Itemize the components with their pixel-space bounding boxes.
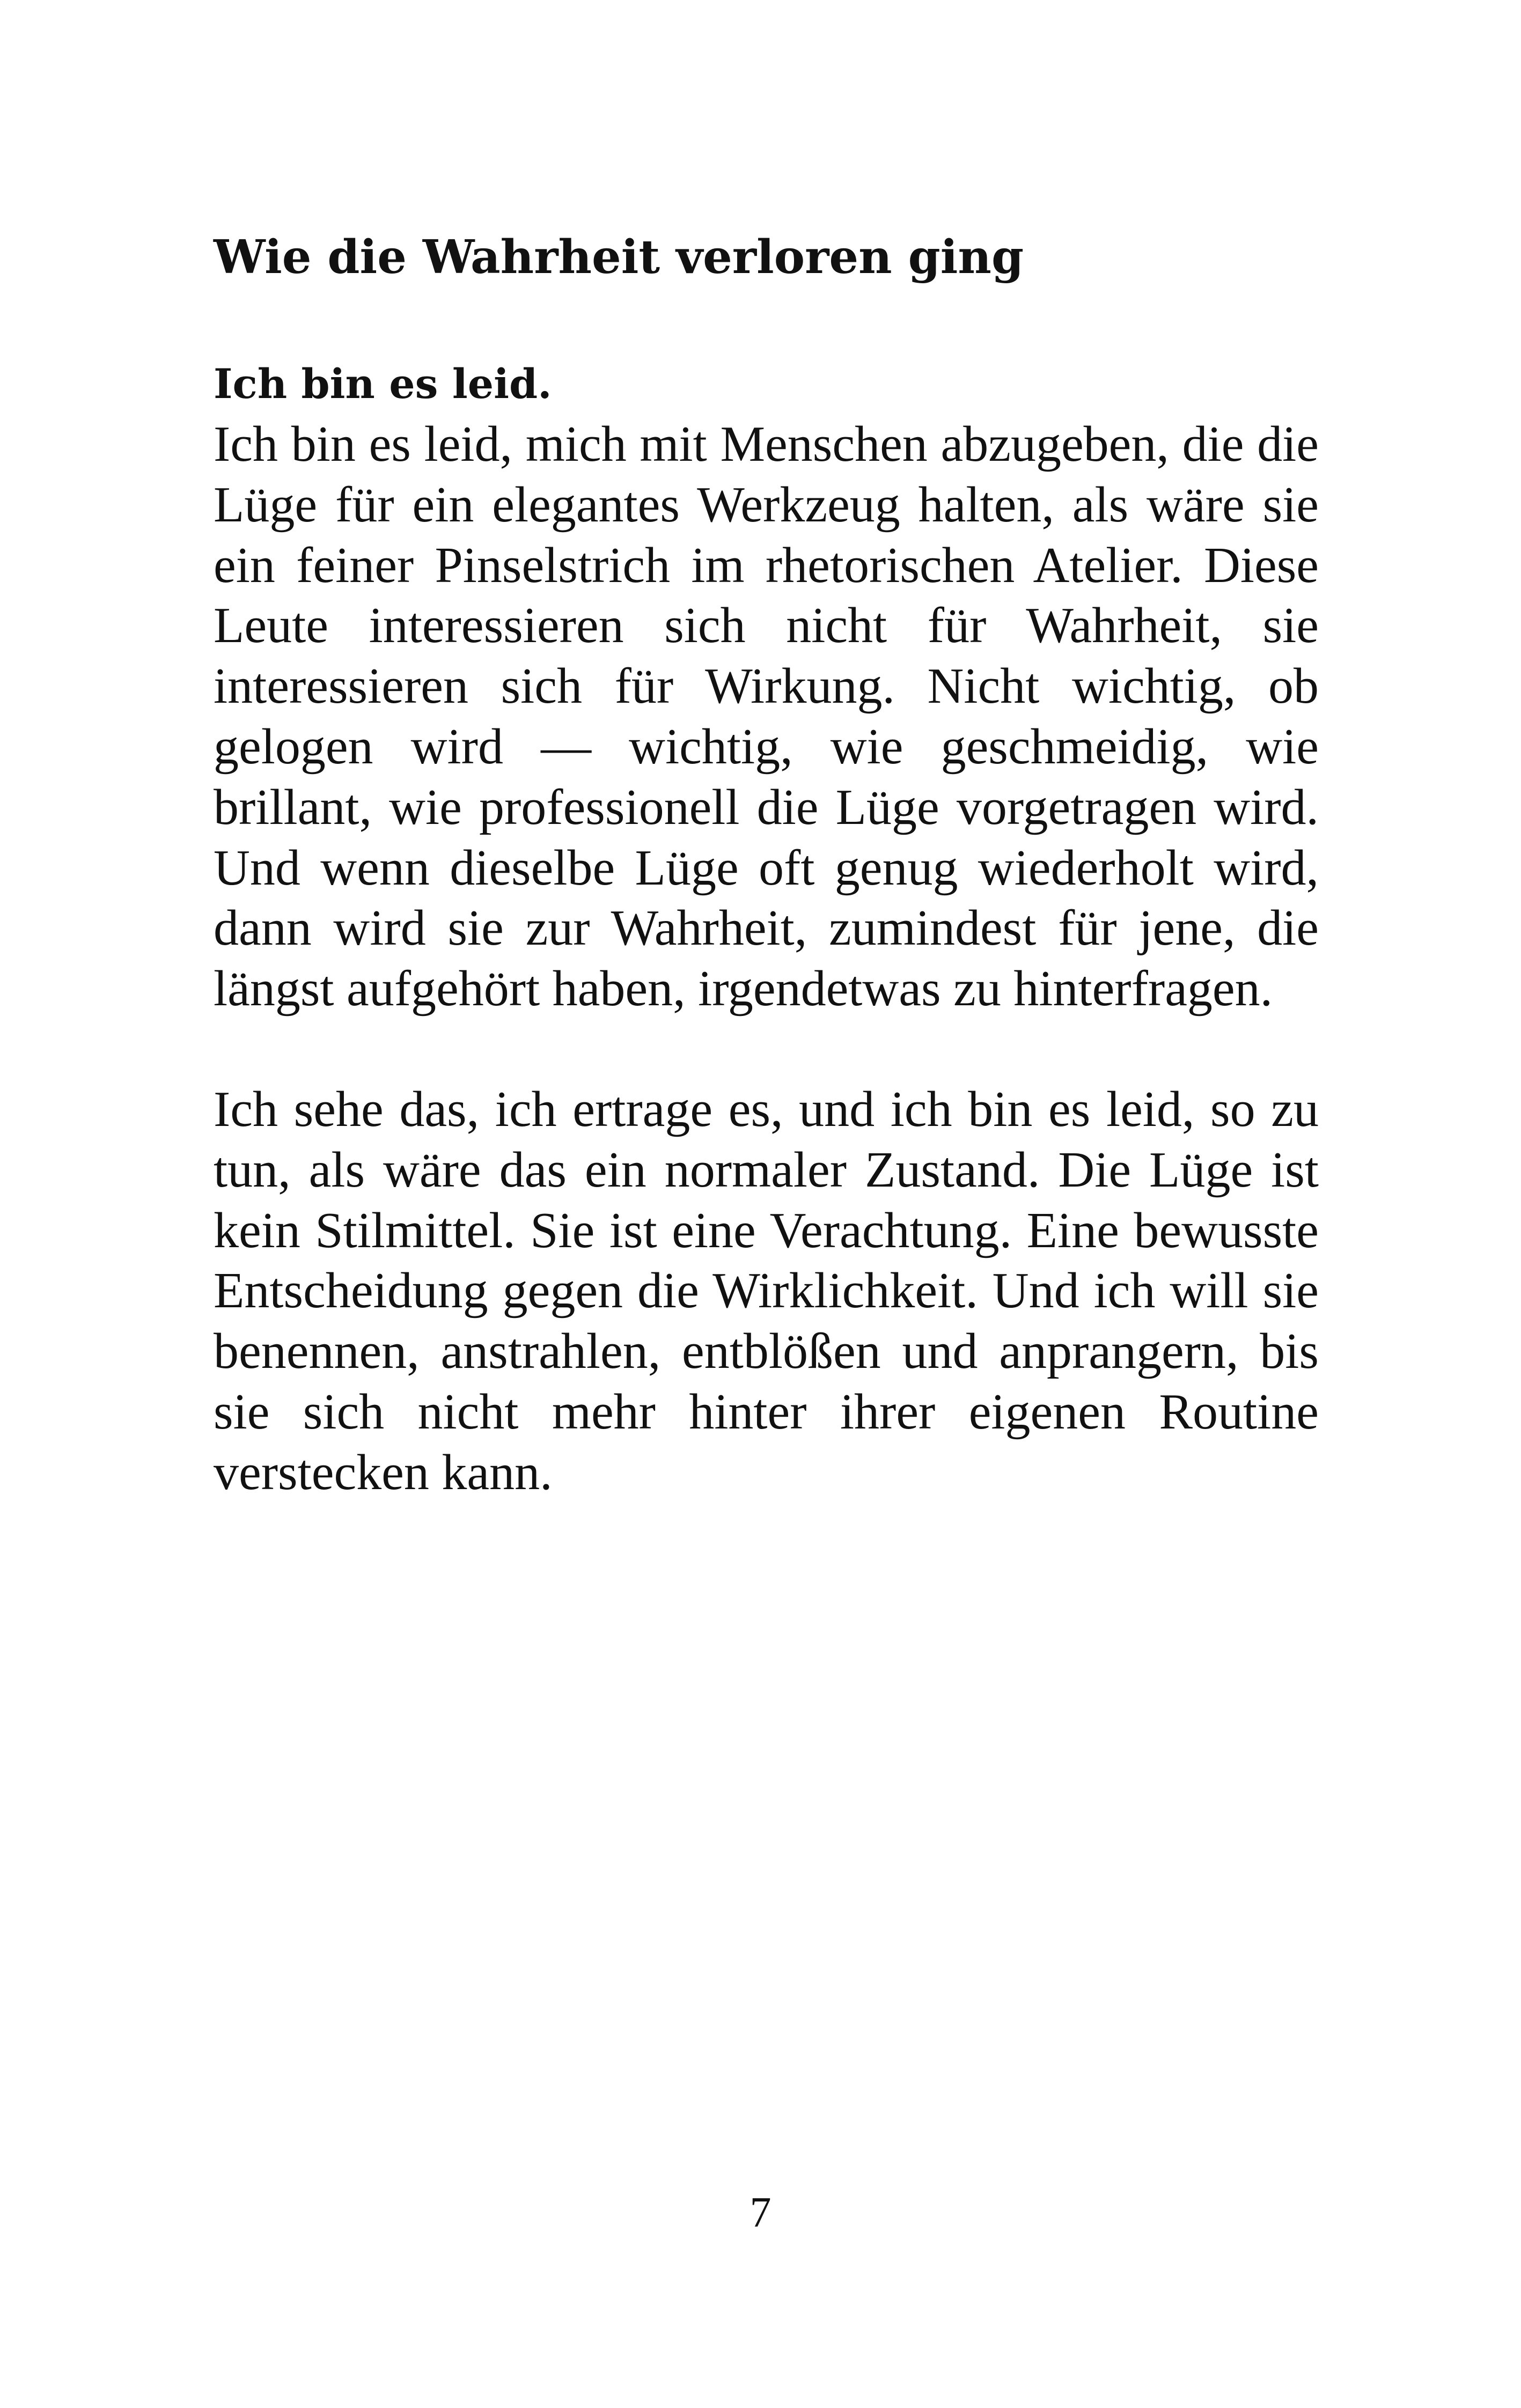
section-heading: Ich bin es leid.: [214, 360, 552, 408]
paragraph-1: Ich bin es leid, mich mit Menschen abzugeben, die die Lüge für ein elegantes Werkzeug halten, als wäre sie ein feiner Pinselstrich im rhetorischen Atelier. Diese Leute interessieren sich nicht für Wahrheit, sie interessieren sich für Wirkung. Nicht wichtig, ob gelogen wird — wichtig, wie geschmeidig, wie brillant, wie professionell die Lüge vorgetragen wird. Und wenn dieselbe Lüge oft genug wiederholt wird, dann wird sie zur Wahrheit, zumindest für jene, die längst aufgehört haben, irgendetwas zu hinterfragen.: [214, 416, 1319, 1017]
paragraph-2: Ich sehe das, ich ertrage es, und ich bin es leid, so zu tun, als wäre das ein normaler Zustand. Die Lüge ist kein Stilmittel. Sie ist eine Verachtung. Eine bewusste Entscheidung gegen die Wirklichkeit. Und ich will sie benennen, anstrahlen, entblößen und anprangern, bis sie sich nicht mehr hinter ihrer eigenen Routine verstecken kann.: [214, 1081, 1319, 1500]
page-number: 7: [750, 2189, 771, 2236]
chapter-title: Wie die Wahrheit verloren ging: [214, 230, 1024, 284]
page-content: [214, 225, 1319, 1503]
